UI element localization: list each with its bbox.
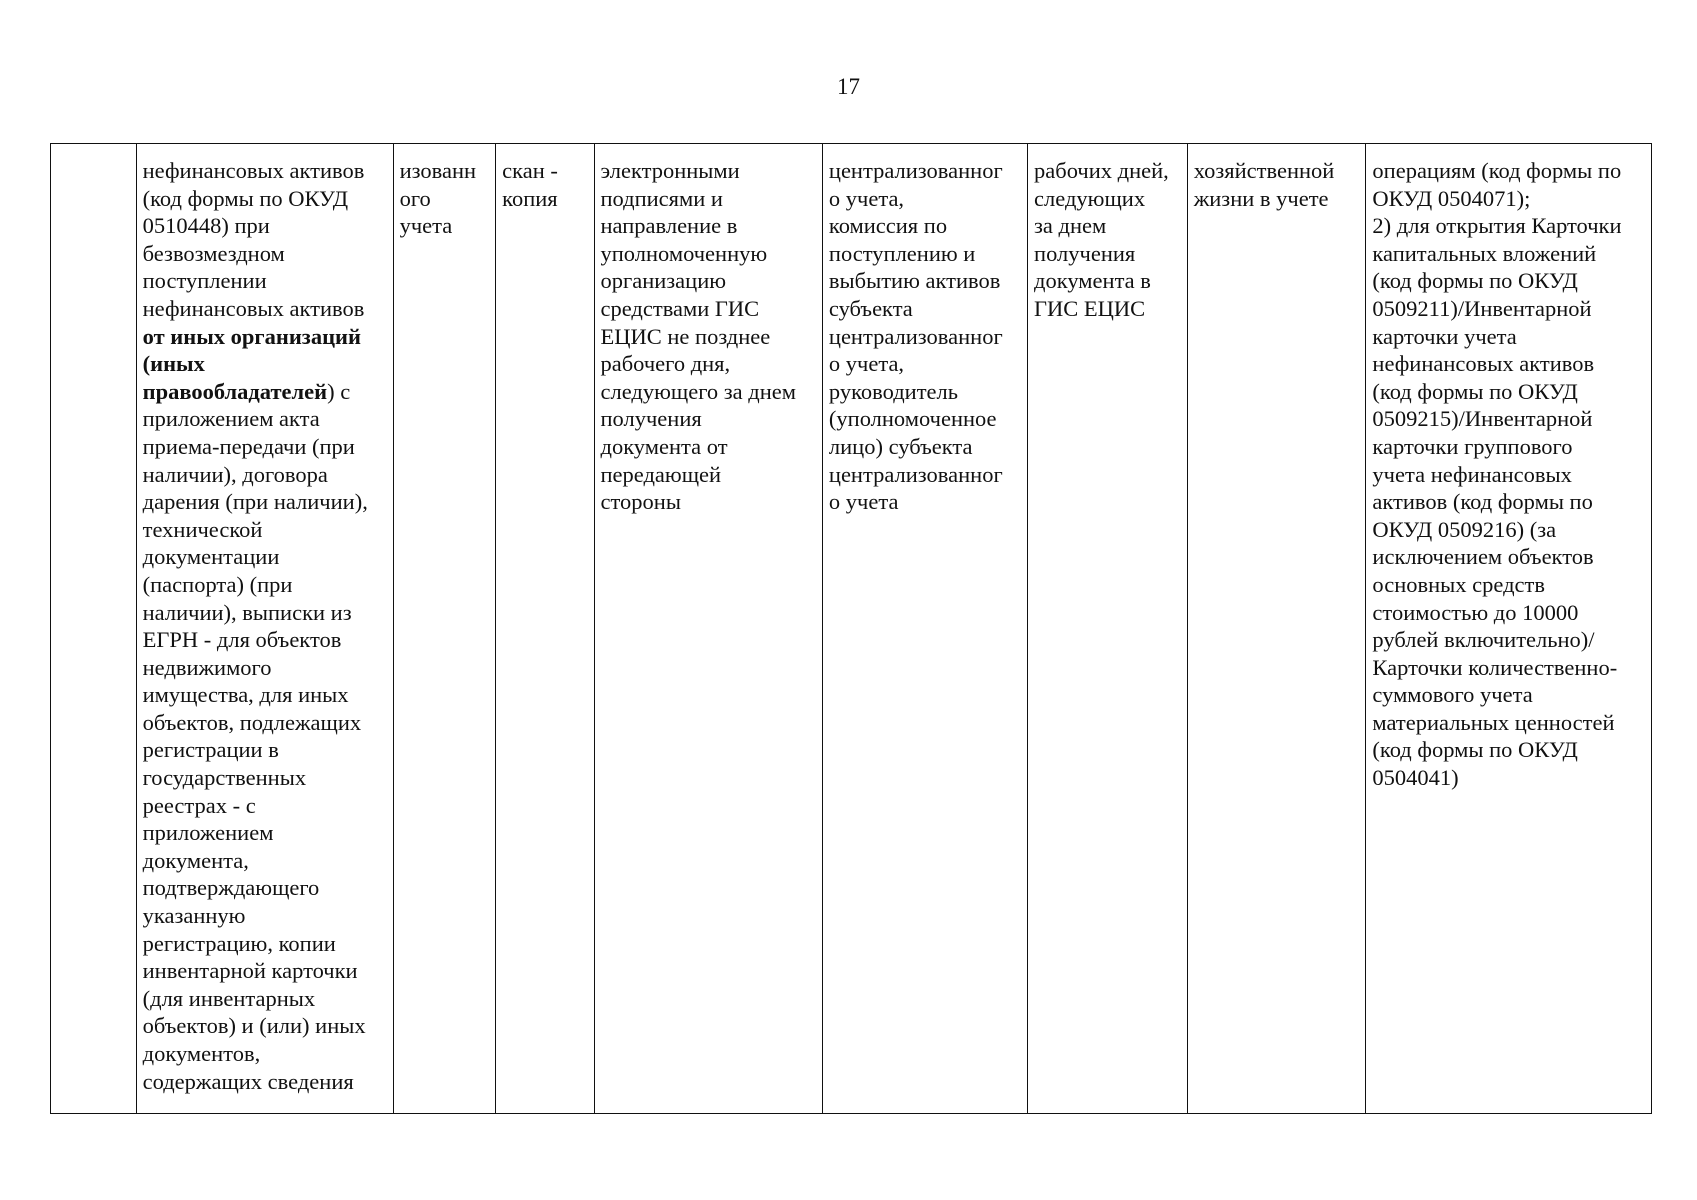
deadline-text: рабочих дней, следующих за днем получения документа в ГИС ЕЦИС (1034, 158, 1169, 321)
format-text: скан - копия (502, 158, 558, 211)
cell-creator (393, 144, 496, 1114)
document-name-text-continued: ) с приложением акта приема-передачи (при наличии), договора дарения (при наличии), технической документации (паспорта) (при наличии), выписки из ЕГРН - для объектов недвижимого имущества, для иных объектов, подлежащих регистрации в государственных реестрах - с приложением документа, подтверждающего указанную регистрацию, копии инвентарной карточки (для инвентарных объектов) и (или) иных документов, содержащих сведения (142, 378, 368, 1094)
purpose-text: хозяйственной жизни в учете (1193, 158, 1335, 211)
procedure-text: электронными подписями и направление в уполномоченную организацию средствами ГИС ЕЦИС не позднее рабочего дня, следующего за днем получения документа от передающей стороны (600, 158, 796, 515)
cell-number (51, 144, 137, 1114)
registers-text: операциям (код формы по ОКУД 0504071); 2) для открытия Карточки капитальных вложений (код формы по ОКУД 0509211)/Инвентарной карточки учета нефинансовых активов (код формы по ОКУД 0509215)/Инвентарной карточки группового учета нефинансовых активов (код формы по ОКУД 0509216) (за исключением объектов основных средств стоимостью до 10000 рублей включительно)/ Карточки количественно- суммового учета материальных ценностей (код формы по ОКУД 0504041) (1372, 158, 1622, 791)
cell-procedure (594, 144, 822, 1114)
page-number: 17 (837, 74, 860, 99)
responsible-text: централизованног о учета, комиссия по поступлению и выбытию активов субъекта централизованног о учета, руководитель (уполномоченное лицо) субъекта централизованног о учета (828, 158, 1003, 515)
document-name-bold-text: от иных организаций (иных правообладателей (142, 323, 361, 404)
creator-text: изованн ого учета (399, 158, 477, 239)
document-name-text: нефинансовых активов (код формы по ОКУД 0510448) при безвозмездном поступлении нефинансовых активов (142, 158, 365, 321)
cell-purpose (1187, 144, 1366, 1114)
document-table (50, 143, 1652, 1114)
cell-format (496, 144, 594, 1114)
cell-responsible (822, 144, 1027, 1114)
cell-registers (1366, 144, 1652, 1114)
table-row (51, 144, 1652, 1114)
cell-document-name (136, 144, 393, 1114)
cell-deadline (1028, 144, 1188, 1114)
